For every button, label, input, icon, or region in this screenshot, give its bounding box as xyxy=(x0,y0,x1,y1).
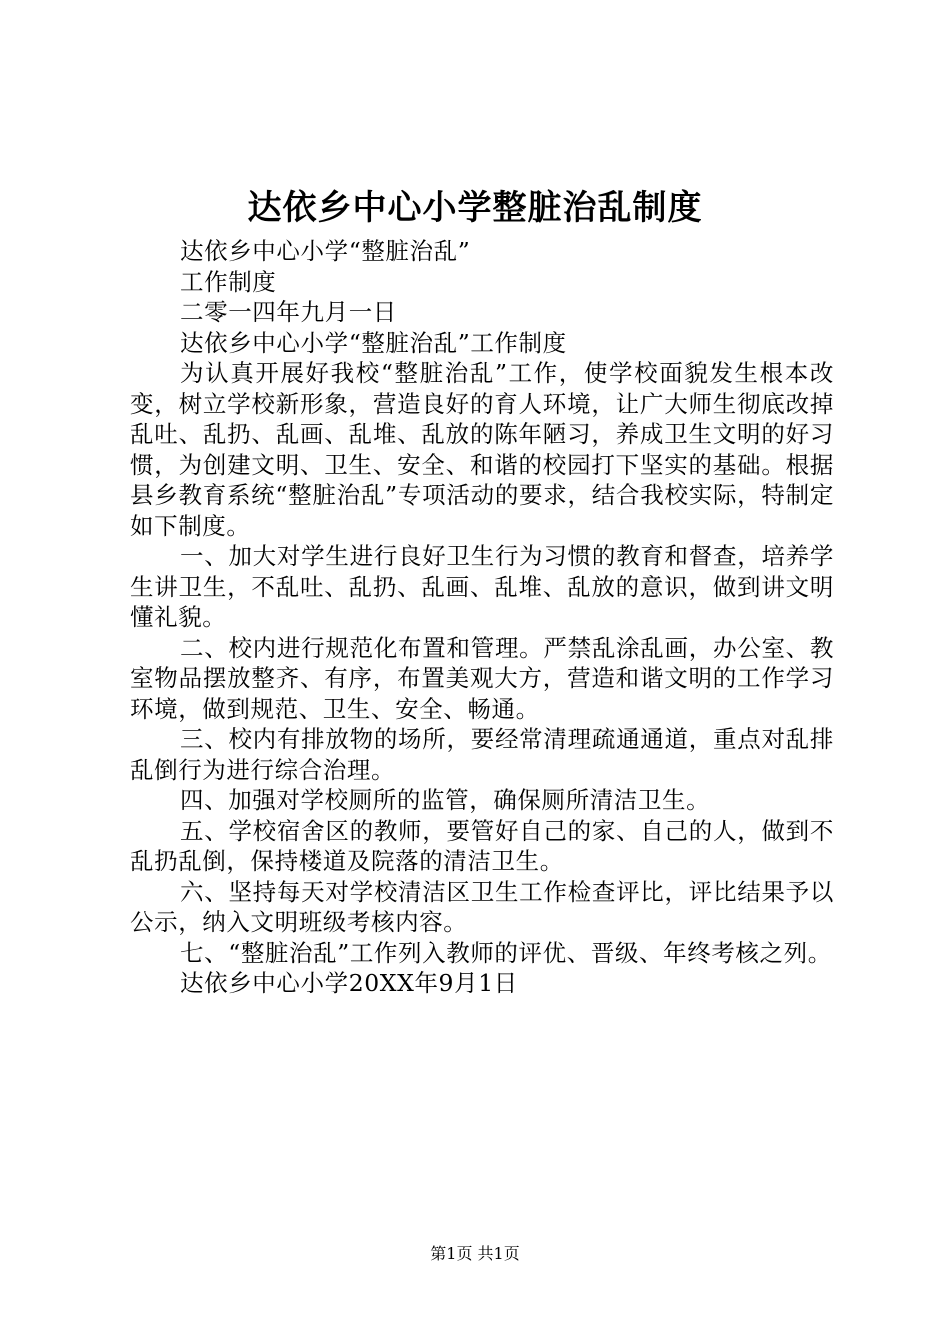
paragraph-subtitle: 工作制度 xyxy=(180,267,277,296)
paragraph-heading: 达依乡中心小学“整脏治乱”工作制度 xyxy=(180,328,567,357)
paragraph-school-name: 达依乡中心小学“整脏治乱” xyxy=(180,237,471,265)
paragraph-rule-7: 七、“整脏治乱”工作列入教师的评优、晋级、年终考核之列。 xyxy=(180,938,832,967)
paragraph-rule-5: 五、学校宿舍区的教师，要管好自己的家、自己的人，做到不乱扔乱倒，保持楼道及院落的清洁卫生。 xyxy=(130,816,834,875)
paragraph-rule-2: 二、校内进行规范化布置和管理。严禁乱涂乱画，办公室、教室物品摆放整齐、有序，布置美观大方，营造和谐文明的工作学习环境，做到规范、卫生、安全、畅通。 xyxy=(130,633,834,723)
paragraph-intro: 为认真开展好我校“整脏治乱”工作，使学校面貌发生根本改变，树立学校新形象，营造良好的育人环境，让广大师生彻底改掉乱吐、乱扔、乱画、乱堆、乱放的陈年陋习，养成卫生文明的好习惯，为创建文明、卫生、安全、和谐的校园打下坚实的基础。根据县乡教育系统“整脏治乱”专项活动的要求，结合我校实际，特制定如下制度。 xyxy=(130,359,834,540)
paragraph-rule-6: 六、坚持每天对学校清洁区卫生工作检查评比，评比结果予以公示，纳入文明班级考核内容。 xyxy=(130,877,834,936)
document-title: 达依乡中心小学整脏治乱制度 xyxy=(247,188,703,228)
paragraph-date: 二零一四年九月一日 xyxy=(180,298,397,326)
paragraph-signature: 达依乡中心小学20XX年9月1日 xyxy=(180,969,518,997)
paragraph-rule-1: 一、加大对学生进行良好卫生行为习惯的教育和督查，培养学生讲卫生，不乱吐、乱扔、乱画、乱堆、乱放的意识，做到讲文明懂礼貌。 xyxy=(130,542,834,631)
page-number: 第1页 共1页 xyxy=(430,1244,520,1263)
document-body xyxy=(130,236,834,999)
paragraph-rule-4: 四、加强对学校厕所的监管，确保厕所清洁卫生。 xyxy=(180,786,711,814)
paragraph-rule-3: 三、校内有排放物的场所，要经常清理疏通通道，重点对乱排乱倒行为进行综合治理。 xyxy=(130,725,834,784)
